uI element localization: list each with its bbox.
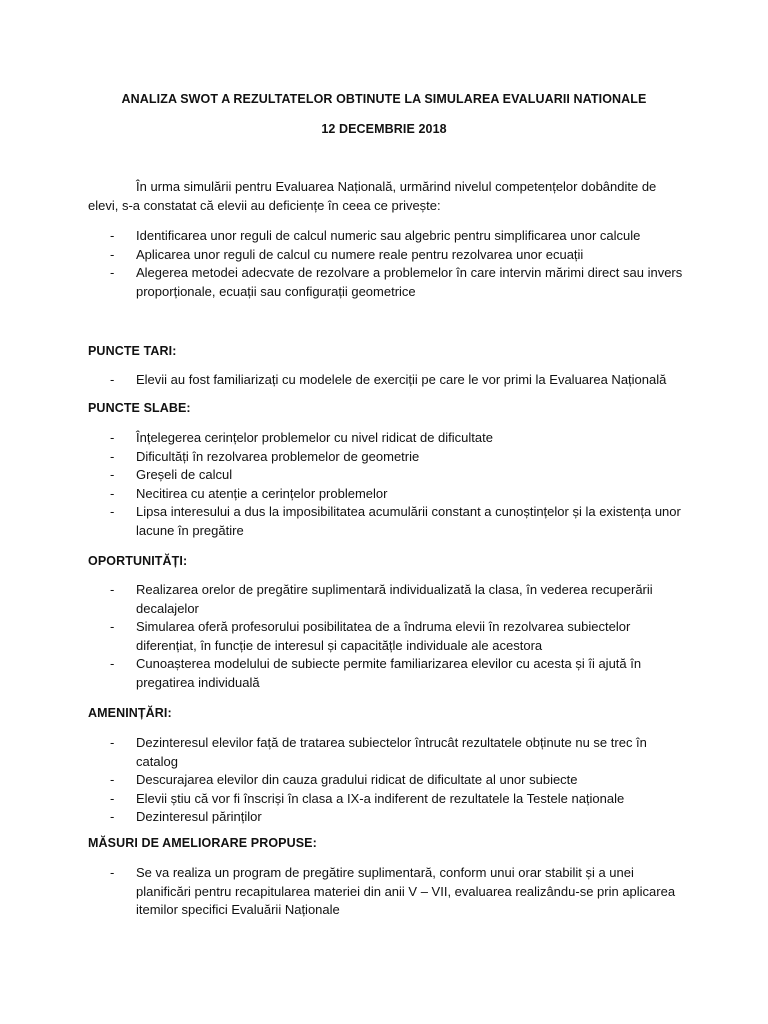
measures-list — [88, 864, 688, 920]
intro-paragraph: În urma simulării pentru Evaluarea Națională, urmărind nivelul competențelor dobândite de elevi, s-a constatat că elevii au deficiențe în ceea ce privește: — [88, 179, 657, 213]
list-item: - Realizarea orelor de pregătire suplimentară individualizată la clasa, în vederea recuperării decalajelor — [88, 581, 688, 618]
list-item: - Dezinteresul elevilor față de tratarea subiectelor întrucât rezultatele obținute nu se trec în catalog — [88, 734, 688, 771]
list-item: - Descurajarea elevilor din cauza gradului ridicat de dificultate al unor subiecte — [88, 771, 688, 790]
list-item: - Identificarea unor reguli de calcul numeric sau algebric pentru simplificarea unor calcule — [88, 227, 688, 246]
list-item: - Lipsa interesului a dus la imposibilitatea acumulării constant a cunoștințelor și la existența unor lacune în pregătire — [88, 503, 688, 540]
list-item: - Elevii știu că vor fi înscriși în clasa a IX-a indiferent de rezultatele la Testele naționale — [88, 790, 688, 809]
weaknesses-heading: PUNCTE SLABE: — [88, 401, 191, 415]
list-item: - Se va realiza un program de pregătire suplimentară, conform unui orar stabilit și a unei planificări pentru recapitularea materiei din anii V – VII, evaluarea realizându-se prin aplicarea itemilor specifici Evaluării Naționale — [88, 864, 688, 920]
list-item: - Greșeli de calcul — [88, 466, 688, 485]
deficiencies-list — [88, 227, 688, 301]
strengths-heading: PUNCTE TARI: — [88, 344, 177, 358]
measures-heading: MĂSURI DE AMELIORARE PROPUSE: — [88, 836, 317, 850]
list-item: - Dezinteresul părinților — [88, 808, 688, 827]
list-item: - Alegerea metodei adecvate de rezolvare a problemelor în care intervin mărimi direct sau invers proporționale, ecuații sau configurații geometrice — [88, 264, 688, 301]
list-item: - Aplicarea unor reguli de calcul cu numere reale pentru rezolvarea unor ecuații — [88, 246, 688, 265]
list-item: - Simularea oferă profesorului posibilitatea de a îndruma elevii în rezolvarea subiectelor diferențiat, în funcție de interesul și capacitățle individuale ale acestora — [88, 618, 688, 655]
list-item: - Înțelegerea cerințelor problemelor cu nivel ridicat de dificultate — [88, 429, 688, 448]
list-item: - Dificultăți în rezolvarea problemelor de geometrie — [88, 448, 688, 467]
list-item: - Cunoașterea modelului de subiecte permite familiarizarea elevilor cu acesta și îi ajută în pregatirea individuală — [88, 655, 688, 692]
threats-list — [88, 734, 688, 827]
strengths-list — [88, 371, 688, 390]
list-item: - Necitirea cu atenție a cerințelor problemelor — [88, 485, 688, 504]
threats-heading: AMENINȚĂRI: — [88, 706, 172, 720]
document-title: ANALIZA SWOT A REZULTATELOR OBTINUTE LA SIMULAREA EVALUARII NATIONALE — [121, 92, 647, 106]
weaknesses-list — [88, 429, 688, 540]
opportunities-list — [88, 581, 688, 692]
opportunities-heading: OPORTUNITĂȚI: — [88, 554, 188, 568]
document-date: 12 DECEMBRIE 2018 — [321, 122, 447, 136]
list-item: - Elevii au fost familiarizați cu modelele de exerciții pe care le vor primi la Evaluarea Națională — [88, 371, 688, 390]
